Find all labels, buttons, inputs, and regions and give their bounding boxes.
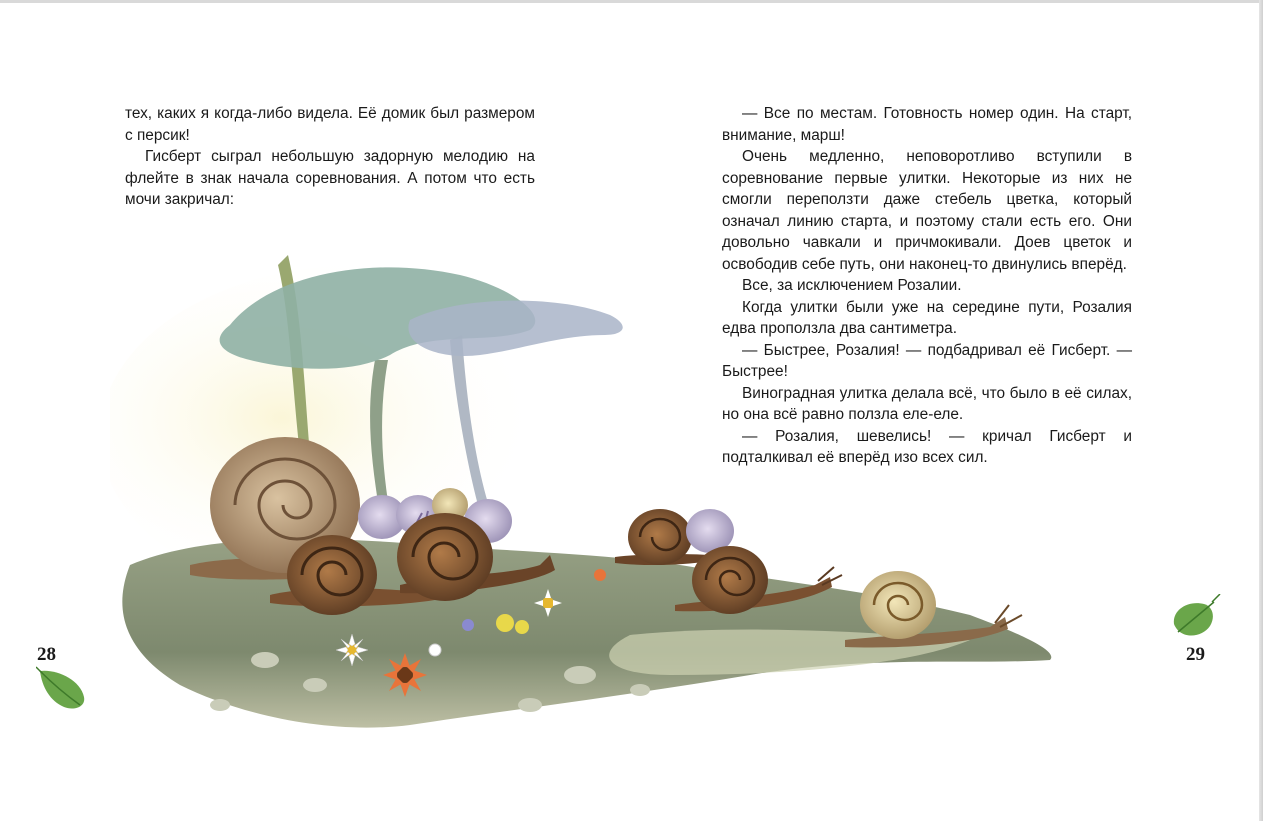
page-right-edge [1259,0,1263,821]
page-number-right: 29 [1186,644,1205,665]
right-paragraph-4: Когда улитки были уже на середине пути, Розалия едва проползла два сантиметра. [722,298,1132,337]
right-paragraph-3: Все, за исключением Розалии. [742,277,962,294]
page-number-left: 28 [37,644,56,665]
page-top-edge [0,0,1263,3]
left-paragraph-2: Гисберт сыграл небольшую задорную мелодию на флейте в знак начала соревнования. А потом что есть мочи закричал: [125,148,535,208]
right-paragraph-7: — Розалия, шевелись! — кричал Гисберт и подталкивал её вперёд изо всех сил. [722,427,1132,466]
snail-race-illustration [110,235,1060,755]
right-paragraph-5: — Быстрее, Розалия! — подбадривал её Гисберт. — Быстрее! [722,341,1132,380]
left-paragraph-1: тех, каких я когда-либо видела. Её домик был размером с персик! [125,105,535,144]
right-paragraph-1: — Все по местам. Готовность номер один. На старт, внимание, марш! [722,105,1132,144]
right-paragraph-6: Виноградная улитка делала всё, что было в её силах, но она всё равно ползла еле-еле. [722,384,1132,423]
leaf-icon [36,665,88,713]
leaf-icon [1166,594,1222,642]
right-paragraph-2: Очень медленно, неповоротливо вступили в соревнование первые улитки. Некоторые из них не смогли переползти даже стебель цветка, который означал линию старта, и поэтому стали есть его. Они довольно чавкали и причмокивали. Доев цветок и освободив себе путь, они наконец-то двинулись вперёд. [722,148,1132,273]
left-page-text [125,103,535,211]
